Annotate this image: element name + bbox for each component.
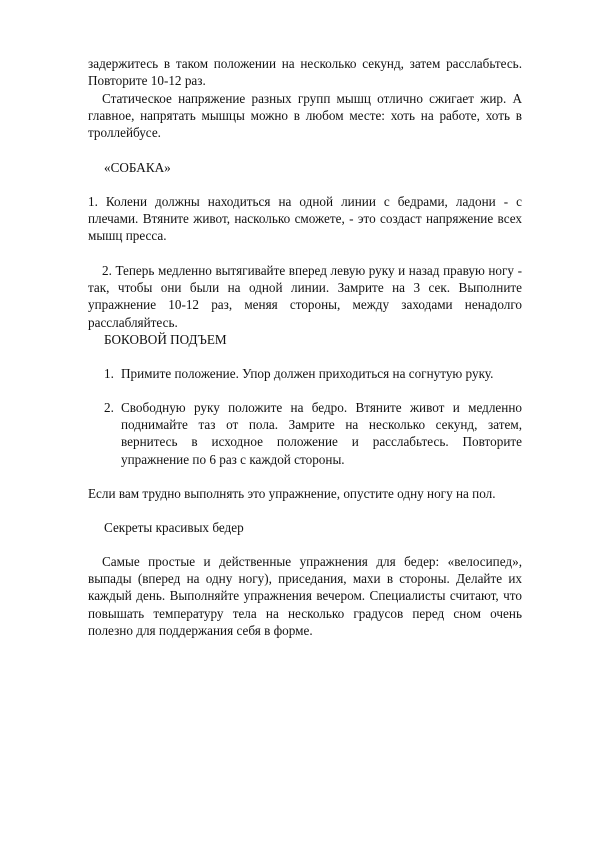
- thighs-heading: Секреты красивых бедер: [104, 520, 244, 535]
- list-item-text: Свободную руку положите на бедро. Втяните живот и медленно поднимайте таз от пола. Замрите на несколько секунд, затем, вернитесь в исходное положение и расслабьтесь. Повторите упражнение по 6 раз с каждой стороны.: [121, 400, 522, 467]
- list-number: 2.: [104, 400, 114, 415]
- side-lift-step-2: [104, 399, 522, 468]
- side-lift-step-1: [104, 365, 522, 382]
- side-lift-note-paragraph: Если вам трудно выполнять это упражнение, опустите одну ногу на пол.: [88, 486, 496, 501]
- dog-exercise-heading: «СОБАКА»: [104, 160, 171, 175]
- dog-step-1-paragraph: 1. Колени должны находиться на одной линии с бедрами, ладони - с плечами. Втяните живот, насколько сможете, - это создаст напряжение всех мышц пресса.: [88, 194, 522, 244]
- static-tension-paragraph: Статическое напряжение разных групп мышц отлично сжигает жир. А главное, напрятать мышцы можно в любом месте: хоть на работе, хоть в троллейбусе.: [88, 91, 522, 141]
- list-item-text: Примите положение. Упор должен приходиться на согнутую руку.: [121, 366, 494, 381]
- dog-step-2-paragraph: 2. Теперь медленно вытягивайте вперед левую руку и назад правую ногу - так, чтобы они были на одной линии. Замрите на 3 сек. Выполните упражнение 10-12 раз, меняя стороны, между заходами ненадолго расслабляйтесь.: [88, 263, 522, 330]
- continuation-paragraph: задержитесь в таком положении на несколько секунд, затем расслабьтесь. Повторите 10-12 раз.: [88, 56, 522, 89]
- side-lift-heading: БОКОВОЙ ПОДЪЕМ: [104, 332, 227, 347]
- thighs-paragraph: Самые простые и действенные упражнения для бедер: «велосипед», выпады (вперед на одну ногу), приседания, махи в стороны. Делайте их каждый день. Выполняйте упражнения вечером. Специалисты считают, что повышать температуру тела на несколько градусов перед сном очень полезно для поддержания себя в форме.: [88, 554, 522, 638]
- list-number: 1.: [104, 366, 114, 381]
